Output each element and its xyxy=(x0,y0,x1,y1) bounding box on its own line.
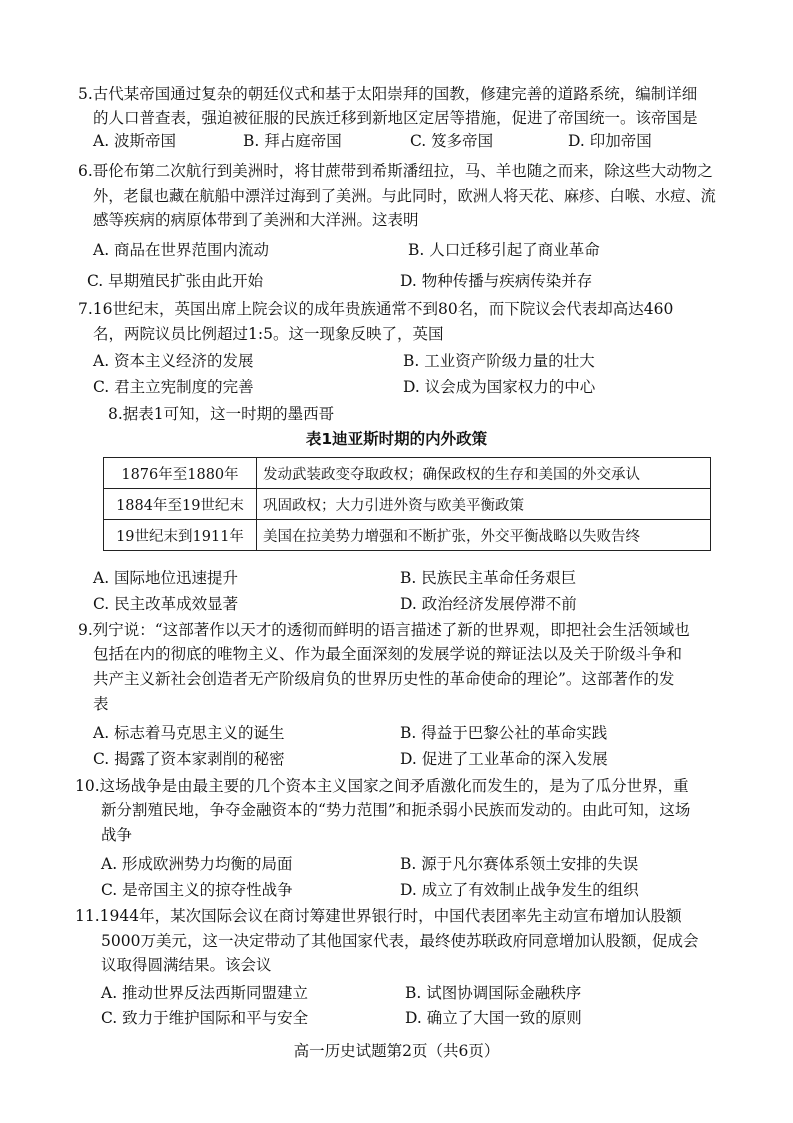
table-title: 表1迪亚斯时期的内外政策 xyxy=(305,430,488,448)
table-cell-policy: 巩固政权；大力引进外资与欧美平衡政策 xyxy=(257,489,711,520)
q6-line1: 6.哥伦布第二次航行到美洲时，将甘蔗带到希斯潘纽拉，马、羊也随之而来，除这些大动物之 xyxy=(78,162,713,180)
q8-line1: 8.据表1可知，这一时期的墨西哥 xyxy=(108,405,335,423)
q8-option-b: B. 民族民主革命任务艰巨 xyxy=(400,569,577,587)
table-cell-period: 1884年至19世纪末 xyxy=(104,489,257,520)
table-cell-policy: 发动武装政变夺取政权；确保政权的生存和美国的外交承认 xyxy=(257,458,711,489)
q9-option-c: C. 揭露了资本家剥削的秘密 xyxy=(93,750,285,768)
table-cell-period: 1876年至1880年 xyxy=(104,458,257,489)
q9-line3: 共产主义新社会创造者无产阶级肩负的世界历史性的革命使命的理论”。这部著作的发 xyxy=(93,670,675,688)
q11-option-d: D. 确立了大国一致的原则 xyxy=(405,1009,582,1027)
q10-line3: 战争 xyxy=(101,826,133,844)
q9-option-b: B. 得益于巴黎公社的革命实践 xyxy=(400,724,608,742)
q6-option-a: A. 商品在世界范围内流动 xyxy=(93,241,270,259)
q11-line3: 议取得圆满结果。该会议 xyxy=(101,956,272,974)
q7-option-c: C. 君主立宪制度的完善 xyxy=(93,378,254,396)
q11-option-b: B. 试图协调国际金融秩序 xyxy=(405,984,582,1002)
q8-option-a: A. 国际地位迅速提升 xyxy=(93,569,239,587)
q8-option-c: C. 民主改革成效显著 xyxy=(93,595,239,613)
q5-option-d: D. 印加帝国 xyxy=(568,132,652,150)
q5-option-a: A. 波斯帝国 xyxy=(93,132,177,150)
table-row xyxy=(104,458,711,489)
page-footer: 高一历史试题第2页（共6页） xyxy=(293,1042,500,1060)
q8-option-d: D. 政治经济发展停滞不前 xyxy=(400,595,577,613)
q10-option-c: C. 是帝国主义的掠夺性战争 xyxy=(101,881,293,899)
table-cell-policy: 美国在拉美势力增强和不断扩张，外交平衡战略以失败告终 xyxy=(257,520,711,551)
q7-line1: 7.16世纪末，英国出席上院会议的成年贵族通常不到80名，而下院议会代表却高达460 xyxy=(78,300,674,318)
q11-line2: 5000万美元，这一决定带动了其他国家代表，最终使苏联政府同意增加认股额，促成会 xyxy=(101,932,699,950)
q5-line1: 5.古代某帝国通过复杂的朝廷仪式和基于太阳崇拜的国教，修建完善的道路系统，编制详细 xyxy=(78,85,698,103)
q10-option-a: A. 形成欧洲势力均衡的局面 xyxy=(101,855,293,873)
q6-option-d: D. 物种传播与疾病传染并存 xyxy=(400,272,593,290)
q5-option-c: C. 笈多帝国 xyxy=(410,132,494,150)
q11-option-c: C. 致力于维护国际和平与安全 xyxy=(101,1009,309,1027)
q9-option-a: A. 标志着马克思主义的诞生 xyxy=(93,724,285,742)
q6-line2: 外，老鼠也藏在航船中漂洋过海到了美洲。与此同时，欧洲人将天花、麻疹、白喉、水痘、流 xyxy=(93,187,716,205)
q7-option-a: A. 资本主义经济的发展 xyxy=(93,352,254,370)
table-cell-period: 19世纪末到1911年 xyxy=(104,520,257,551)
q9-line4: 表 xyxy=(93,695,109,713)
q11-option-a: A. 推动世界反法西斯同盟建立 xyxy=(101,984,309,1002)
q6-option-c: C. 早期殖民扩张由此开始 xyxy=(87,272,264,290)
q9-option-d: D. 促进了工业革命的深入发展 xyxy=(400,750,608,768)
q6-option-b: B. 人口迁移引起了商业革命 xyxy=(408,241,600,259)
q10-option-b: B. 源于凡尔赛体系领土安排的失误 xyxy=(400,855,639,873)
q7-option-b: B. 工业资产阶级力量的壮大 xyxy=(403,352,595,370)
q5-line2: 的人口普查表，强迫被征服的民族迁移到新地区定居等措施，促进了帝国统一。该帝国是 xyxy=(93,109,698,127)
table-row xyxy=(104,520,711,551)
q10-line2: 新分割殖民地，争夺金融资本的“势力范围”和扼杀弱小民族而发动的。由此可知，这场 xyxy=(101,801,691,819)
q10-line1: 10.这场战争是由最主要的几个资本主义国家之间矛盾激化而发生的，是为了瓜分世界，重 xyxy=(75,777,689,795)
policy-table xyxy=(103,457,711,551)
q9-line1: 9.列宁说：“这部著作以天才的透彻而鲜明的语言描述了新的世界观，即把社会生活领域也 xyxy=(78,621,690,639)
q7-option-d: D. 议会成为国家权力的中心 xyxy=(403,378,596,396)
q11-line1: 11.1944年，某次国际会议在商讨筹建世界银行时，中国代表团率先主动宣布增加认股额 xyxy=(75,907,682,925)
q5-option-b: B. 拜占庭帝国 xyxy=(243,132,342,150)
q9-line2: 包括在内的彻底的唯物主义、作为最全面深刻的发展学说的辩证法以及关于阶级斗争和 xyxy=(93,645,683,663)
q6-line3: 感等疾病的病原体带到了美洲和大洋洲。这表明 xyxy=(93,211,419,229)
table-row xyxy=(104,489,711,520)
q7-line2: 名，两院议员比例超过1:5。这一现象反映了，英国 xyxy=(93,325,444,343)
q10-option-d: D. 成立了有效制止战争发生的组织 xyxy=(400,881,639,899)
